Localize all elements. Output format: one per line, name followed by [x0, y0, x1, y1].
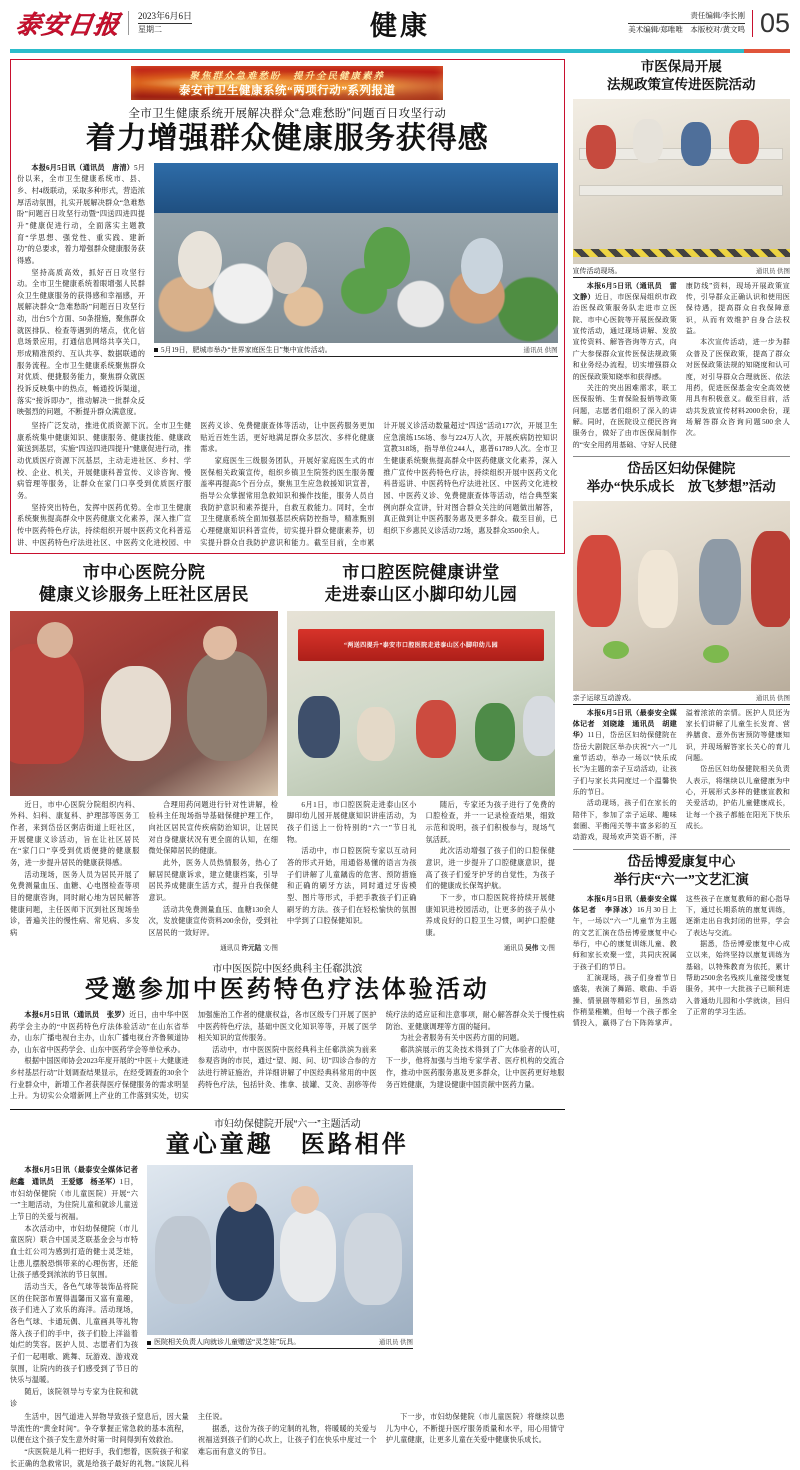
women-title-line2: 举办“快乐成长 放飞梦想”活动: [586, 478, 776, 494]
sub-story-center-hospital: [10, 563, 278, 951]
photo-banner-text: “两送四提升”泰安市口腔医院走进泰山区小脚印幼儿园: [343, 643, 498, 650]
tcm-paragraph: 活动中，市中医医院中医经典科主任郗洪滨为前来参观咨询的市民，通过“望、闻、问、切”四诊合参的方法进行辨证施治，并详细讲解了中医经典科常用的中医药特色疗法，包括针灸、推拿、拔罐、艾灸、刮痧等传统疗法的适应证和注意事项，耐心解答群众关于慢性病防治、亚健康调理等方面的疑问。: [197, 1010, 565, 1089]
section-title: 健康: [370, 10, 430, 41]
women-dateline: 本报6月5日讯（最泰安全媒体记者 刘晓雄 通讯员 胡建华）: [572, 708, 677, 740]
sub-paragraph: 近日，市中心医院分院组织内科、外科、妇科、康复科、护理部等医务工作者，来到岱岳区粥店街道上旺社区，开展健康义诊活动，旨在让社区居民在“家门口”享受到优质便捷的健康服务，进一步提升居民的健康获得感。: [10, 800, 140, 867]
sub-stories-row: [10, 563, 565, 951]
rehab-paragraph: 据悉，岱岳博爱康复中心成立以来，始终坚持以康复训练为基础，以特殊教育为依托，累计帮助2500余名残疾儿童接受康复服务，其中一大批孩子已顺利进入普通幼儿园和小学就读，回归了正常的学习生活。: [685, 939, 790, 1016]
story-rehab-center: [573, 854, 790, 1030]
women-paragraph: 岱岳区妇幼保健院相关负责人表示，将继续以儿童健康为中心，开展形式多样的健康宣教和关爱活动，护佑儿童健康成长，让每一个孩子都能在阳光下快乐成长。: [685, 765, 790, 831]
photo-figure: [357, 707, 395, 761]
story-women-children: [573, 461, 790, 844]
medins-dateline: 本报6月5日讯（通讯员 雷文静）: [572, 281, 677, 302]
lead-caption-text: [154, 345, 332, 355]
lead-dateline: 本报6月5日讯（通讯员 唐清）: [31, 163, 134, 172]
sub-story-title-line2: 健康义诊服务上旺社区居民: [39, 584, 249, 604]
photo-figure: [416, 700, 456, 758]
medins-photo-caption: [573, 264, 790, 278]
lead-story-box: [10, 59, 565, 554]
children-headline: 童心童趣 医路相伴: [165, 1132, 409, 1159]
medins-title-line1: 市医保局开展: [640, 59, 722, 74]
photo-event-banner: [298, 629, 545, 660]
rehab-title-line1: 岱岳博爱康复中心: [627, 853, 736, 869]
medins-photo: [573, 99, 790, 264]
photo-figure: [10, 644, 84, 764]
series-banner: [131, 66, 443, 100]
lead-body-columns: [17, 421, 558, 549]
left-column: [10, 59, 565, 1470]
women-para-text: 11日，岱岳区妇幼保健院在岱岳大剧院区举办庆祝“六一”儿童节活动，举办一场以“快乐成长”为主题的亲子互动活动，让孩子们与家长共同度过一个温馨快乐的节日。: [572, 731, 677, 797]
photo-figure: [101, 666, 171, 761]
sub-paragraph: 活动现场，医务人员为居民开展了免费测量血压、血糖、心电图检查等项目的健康咨询，同时耐心地为居民解答健康问题，主任医师下沉到社区现场坐诊，普遍关注的慢性病、常见病、多发病: [10, 870, 140, 937]
children-text-col1: [10, 1165, 146, 1410]
lead-caption-body: 5月19日，肥城市举办“世界家庭医生日”集中宣传活动。: [161, 345, 332, 354]
sub-story-body: [10, 800, 278, 940]
photo-figure: [751, 531, 790, 627]
photo-figure: [187, 651, 267, 761]
medins-caption-credit: 通讯员 供图: [755, 267, 790, 275]
photo-figure: [364, 227, 410, 289]
children-photo-art: [147, 1165, 413, 1335]
photo-face: [291, 1186, 319, 1214]
tcm-paragraph: 为社会者服务有关中医药方面的问题。: [400, 1034, 524, 1043]
header-rule: [10, 49, 790, 53]
women-paragraph: [573, 708, 677, 799]
photo-figure: [298, 696, 340, 758]
byline-name: 吴伟: [525, 944, 539, 952]
page-number: 05: [752, 10, 790, 37]
sub-story-body: [287, 800, 555, 940]
lead-photo-art: [154, 163, 558, 343]
photo-tent-shape: [154, 163, 558, 213]
sub-photo-art: [287, 611, 555, 796]
right-column: [573, 59, 790, 1470]
children-paragraph: 本次活动中，市妇幼保健院（市儿童医院）联合中国灵芝联基金会与市特血士红公司为感到打造的健士灵芝娃，让患儿摆脱恐惧带来的心理伤害，还能让孩子感受到浓浓的节日氛围。: [10, 1224, 138, 1280]
header-rule-blue: [10, 49, 744, 53]
sub-story-byline: [287, 942, 555, 952]
photo-figure: [638, 550, 678, 628]
byline-suffix: 文/图: [539, 944, 555, 952]
weekday-text: 星期二: [138, 25, 163, 35]
sub-story-photo: [10, 611, 278, 796]
photo-figure: [475, 703, 515, 761]
photo-table: [579, 185, 783, 197]
children-photo-caption: [147, 1335, 413, 1349]
photo-figure: [699, 539, 741, 625]
credit-responsible-editor: 责任编辑/李长刚: [628, 11, 745, 24]
lead-text-col1: [17, 163, 145, 419]
children-paragraph: 随后，该院领导与专家为住院和就诊: [10, 1387, 138, 1408]
right-divider: [573, 849, 790, 850]
children-paragraph: 活动当天，各色气球等装饰品将院区的住院部布置得温馨而又富有童趣，孩子们进入了欢乐的海洋。活动现场，各色气球、卡通玩偶、儿童画具等礼物落入孩子们的手中，孩子们脸上洋溢着灿烂的笑容。医护人员、志愿者们为孩子们一起唱歌、跳舞、玩游戏、游戏戏氛围，让院内的孩子们感受到了节日的快乐与温暖。: [10, 1282, 138, 1385]
tcm-dateline: 本报6月5日讯（通讯员 张罗）: [24, 1010, 130, 1019]
children-caption-text: [147, 1337, 300, 1347]
sub-story-byline: [10, 942, 278, 952]
tcm-paragraph: [10, 1010, 189, 1057]
women-paragraph: 活动现场，孩子们在家长的陪伴下，参加了亲子运球、趣味套圈、平衡闯关等丰富多彩的互动游戏，现场欢声笑语不断，洋溢着浓浓的亲情。医护人员还为家长们讲解了儿童生长发育、营养膳食、意外伤害预防等健康知识，并现场解答家长关心的育儿问题。: [572, 708, 790, 842]
byline-prefix: 通讯员: [220, 944, 240, 952]
lead-paragraph: 家庭医生三级服务团队，开展好家庭医生式的市医保相关政策宣传，组织乡镇卫生院签约医生服务覆盖率再提高5个百分点，聚焦卫生应急救援知识宣普，指导公众掌握常用急救知识和操作技能，服务人员自我防护意识和素养提升，自救互救能力。同时，全市卫生健康系统全面加强基层疾病防控指导，精准甄别心理健康知识科普宣传，切实提升群众健康素养，切实提升群众自我防护意识和能力。截至目前，全市累计开展义诊活动数量超过“四送”活动177次，开展卫生应急演练156场、参与224万人次，开展疾病防控知识宣教318场，指导单位244人，惠普61789人次。全市卫生健康系统聚焦提高群众中医药健康文化素养，深入推广宣传中医药特色疗法，持续组织开展中医药文化科普巡讲、中医药特色疗法进社区、中医药文化进校园、中医药义诊、免费健康查体等活动，结合典型案例向群众宣讲，针对图合群众关注的问题做出解答，真正做到让中医药服务惠及更多群众。截至目前，已组织下乡惠民义诊活动72场，惠及群众3500余人。: [200, 422, 558, 547]
sub-story-title-line1: 市中心医院分院: [82, 563, 206, 583]
lead-headline: 着力增强群众健康服务获得感: [85, 122, 489, 155]
medins-paragraph: 本次宣传活动，进一步为群众普及了医保政策，提高了群众对医保政策法规的知晓度和认可度，对引导群众合理就医、依法用药，促进医保基金安全高效使用具有积极意义。截至目前，活动共发放宣传材料2000余份，现场解答群众咨询问题500余人次。: [685, 338, 790, 438]
section-divider: [10, 1109, 565, 1110]
rehab-paragraph: 汇演现场，孩子们身着节日盛装，表演了舞蹈、歌曲、手语操、情景剧等精彩节目，虽然动作稍显稚嫩，但每一个孩子都全情投入，赢得了台下阵阵掌声。这些孩子在康复教师的耐心指导下，通过长期系统的康复训练，逐渐走出自我封闭的世界，学会了表达与交流。: [572, 894, 790, 1028]
sub-photo-art: [10, 611, 278, 796]
children-para-text: 1日，市妇幼保健院（市儿童医院）开展“六一”主题活动，为住院儿童和就诊儿童送上节日的关爱与祝福。: [10, 1178, 138, 1221]
medins-para-text: 近日，市医保局组织市政治医保政策服务队走进市立医院、市中心医院等开展医保政策宣传活动，通过现场讲解、发放宣传资料、解答咨询等方式，向广大参保群众宣传医保法规政策和业务经办流程，切实增强群众的医保政策知晓率和获得感。: [572, 293, 677, 381]
date-text: 2023年6月6日: [138, 11, 192, 24]
children-paragraph: “庆医院是儿科一把好手，我们想着，医院孩子和家长正确的急救常识，就是给孩子最好的礼物。”该院儿科主任说。: [10, 1413, 227, 1468]
lead-paragraph: 坚持广泛发动，推进优质资源下沉。全市卫生健康系统集中健康知识、健康服务、健康技能、健康政策送到基层，实施“四送四进四提升”健康促进行动，推动优质医疗资源下沉基层，主动走进社区、乡村、学校、企业、机关，开展健康科普宣传、义诊咨询、慢病管理等服务，让群众在家门口享受到优质医疗服务。: [17, 422, 192, 500]
story-medical-insurance: [573, 59, 790, 451]
lead-kicker: 全市卫生健康系统开展解决群众“急难愁盼”问题百日攻坚行动: [128, 108, 447, 120]
photo-figure: [155, 1216, 211, 1304]
photo-figure: [267, 242, 307, 294]
children-photo: [147, 1165, 413, 1335]
lead-paragraph: 坚持高质高效，抓好百日攻坚行动。全市卫生健康系统着眼增强人民群众卫生健康服务的获得感和幸福感，开展解决群众“急难愁盼”问题百日攻坚行动，出台5个方面、50条措施，聚焦群众就医排队、检查等遇到的堵点，优化信息场景应用，打通信息网络共享关口，形成精准预约、互认共享、数据联通的服务流程。全市卫生健康系统聚焦群众对优质、便捷服务能力，聚焦群众就医投诉反映集中的热点，畅通投诉渠道，落实“接诉即办”，推动解决一批群众反映强烈的问题，不断提升群众满意度。: [17, 268, 145, 417]
series-banner-line1: 聚焦群众急难愁盼 提升全民健康素养: [189, 72, 386, 82]
story-tcm: [10, 960, 565, 1104]
tcm-paragraph: 郗洪滨展示的艾灸技术得到了广大体验者的认可，下一步，他将加强与当地专家学者、医疗机构的交流合作，推动中医药服务惠及更多群众，让中医药更好地服务百姓健康，为建设健康中国贡献中医药力量。: [385, 1045, 565, 1089]
lead-paragraph: [17, 163, 145, 268]
children-kicker: 市妇幼保健院开展“六一”主题活动: [213, 1119, 361, 1131]
lead-photo-col: [154, 163, 558, 419]
sub-paragraph: 合理用药问题进行针对性讲解，检验科主任现场指导基础保健护理工作，向社区居民宣传疾病防治知识，让居民对自身健康状况有更全面的认知，在细微处保障居民的健康。: [148, 800, 278, 856]
rehab-paragraph: [573, 894, 677, 973]
women-body: [573, 708, 790, 844]
medins-paragraph: [573, 281, 677, 383]
children-paragraph: 下一步，市妇幼保健院（市儿童医院）将继续以患儿为中心，不断提升医疗服务质量和水平，用心用情守护儿童健康，让更多儿童在关爱中健康快乐成长。: [385, 1413, 565, 1445]
sub-paragraph: 活动中，市口腔医院专家以互动问答的形式开始，用通俗易懂的语言为孩子们讲解了儿童龋齿的危害、预防措施和正确的刷牙方法，同时通过牙齿模型、图片等形式，手把手教孩子们正确刷牙的方法。孩子们在轻松愉快的氛围中学到了口腔保健知识。: [287, 847, 417, 926]
sub-paragraph: 6月1日，市口腔医院走进泰山区小脚印幼儿园开展健康知识讲座活动，为孩子们送上一份特别的“六一”节日礼物。: [287, 800, 417, 844]
masthead: [10, 0, 790, 46]
sub-paragraph: 此外，医务人员热情服务，热心了解居民健康诉求，建立健康档案，引导居民养成健康生活方式，提升自我保健意识。: [148, 859, 278, 902]
photo-figure: [681, 122, 711, 166]
sub-story-photo: [287, 611, 555, 796]
tcm-body: [10, 1010, 565, 1103]
rehab-para-text: 16月30日上午，一场以“六一”儿童节为主题的文艺汇演在岱岳博爱康复中心举行，中心的康复训练儿童、教师和家长欢聚一堂，共同庆祝属于孩子们的节日。: [572, 905, 677, 971]
byline-prefix: 通讯员: [503, 944, 524, 952]
story-children: [10, 1115, 565, 1470]
women-title-line1: 岱岳区妇幼保健院: [627, 460, 736, 476]
women-photo-art: [573, 501, 790, 691]
photo-face: [227, 1182, 257, 1212]
medins-title-line2: 法规政策宣传进医院活动: [607, 76, 756, 92]
tcm-paragraph: 根据中国医师协会2023年度开展的“中医＋大健康进乡村基层行动”计划调查结果显示，在经受调查的30余个行业群众中，新增工作者获得医疗保健服务的需求明显上升。为切实公众增新网上产业的工作落到实处，切实加强施治工作者的健康权益，各市区级专门开展了医护中医药特色疗法，基础中医文化知识等等，开展了医学相关知识的宣传服务。: [10, 1010, 377, 1101]
women-photo: [573, 501, 790, 691]
sub-story-dental-hospital: [287, 563, 555, 951]
caption-marker-icon: [147, 1341, 151, 1345]
photo-face: [203, 626, 237, 660]
series-banner-line2: 泰安市卫生健康系统“两项行动”系列报道: [179, 85, 396, 97]
content-grid: [10, 59, 790, 1470]
photo-figure: [216, 1203, 274, 1301]
photo-figure: [729, 120, 759, 164]
lead-photo-caption: [154, 343, 558, 357]
women-caption-credit: 通讯员 供图: [755, 694, 790, 702]
tcm-para-text: 近日，由中华中医药学会主办的“中医药特色疗法体验活动”在山东省举办，山东广播电视台主办，山东广播电视台齐鲁频道协办，山东省中医药学会、山东中医药学会等单位承办。: [10, 1010, 189, 1054]
photo-floor-tape: [573, 249, 790, 257]
photo-figure: [633, 119, 663, 163]
medins-paragraph: 关注的突出困难需求，联工医保报销、生育保险报销等政策问题，志愿者们组织了深入的讲解。同时，在医院设立便民咨询服务台，做好了由市医保局制作的“安全用药用基础、守好人民健康防线”资料，现场开展政策宣传，引导群众正确认识和使用医保待遇，提高群众自我保障意识，从而有效维护自身合法权益。: [572, 281, 790, 449]
rehab-title-line2: 举行庆“六一”文艺汇演: [613, 871, 749, 887]
right-divider: [573, 456, 790, 457]
women-photo-caption: [573, 691, 790, 705]
children-paragraph: 生活中，因气道进入异物导致孩子窒息后，因大量导流性的“黄金时间”。争夺掌握正常急救的基本流程，以便在这个孩子发生意外时第一时间得到有效救治。: [10, 1413, 189, 1445]
lead-para-text: 5月份以来，全市卫生健康系统市、县、乡、村4级联动，采取多种形式，营造浓厚活动氛围，扎实开展解决群众“急难愁盼”问题百日攻坚行动暨“四送四进四提升”健康促进行动，全面落实主题教育“学思想、强党性、重实践、建新功”的总要求，着力增强群众健康服务获得感。: [17, 163, 145, 265]
photo-figure: [178, 231, 222, 289]
header-rule-red: [744, 49, 790, 53]
sub-paragraph: 活动共免费测量血压、血糖130余人次，发放健康宣传资料200余份，受到社区居民的一致好评。: [148, 905, 278, 937]
photo-face: [37, 622, 73, 658]
children-dateline: 本报6月5日讯（最泰安全媒体记者 赵鑫 通讯员 王爱娜 杨圣军）: [10, 1166, 146, 1187]
caption-marker-icon: [154, 348, 158, 352]
photo-figure: [523, 696, 555, 756]
sub-story-title-line1: 市口腔医院健康讲堂: [342, 563, 500, 583]
photo-figure: [461, 238, 503, 294]
photo-prop: [603, 641, 629, 659]
medins-caption-text: 宣传活动现场。: [572, 266, 622, 275]
rehab-dateline: 本报6月5日讯（最泰安全媒体记者 李泽冰）: [572, 894, 677, 914]
byline-name: 许元陆: [241, 944, 262, 952]
lead-photo: [154, 163, 558, 343]
women-caption-text: 亲子运球互动游戏。: [572, 693, 636, 702]
tcm-kicker: 市中医医院中医经典科主任郗洪滨: [212, 963, 363, 975]
lead-paragraph: 坚持突出特色，发挥中医药优势。全市卫生健康系统聚焦提高群众中医药健康文化素养，深入推广宣传中医药特色疗法，持续组织开展中医药文化科普巡讲、中医药特色疗法进社区、中医药文化进校园、中医药义诊、免费健康查体等活动，让中医药服务更加贴近百姓生活，更好地满足群众多层次、多样化健康需求。: [17, 422, 375, 547]
medins-photo-art: [573, 99, 790, 264]
credit-art-proof-editor: 美术编辑/郑唯唯 本版校对/黄文鸣: [628, 24, 745, 34]
sub-paragraph: 随后，专家还为孩子进行了免费的口腔检查，并一一记录检查结果，细致示范和说明，孩子们积极参与，现场气氛活跃。: [425, 800, 555, 844]
photo-figure: [344, 1213, 402, 1305]
children-body-columns: [10, 1412, 565, 1470]
tcm-headline: 受邀参加中医药特色疗法体验活动: [84, 976, 490, 1003]
children-caption-body: 医院相关负责人向就诊儿童赠送“灵芝娃”玩具。: [154, 1338, 301, 1347]
medins-body: [573, 281, 790, 451]
photo-figure: [280, 1210, 336, 1302]
newspaper-logo-text: 泰安日报: [13, 12, 122, 39]
children-caption-credit: 通讯员 供图: [378, 1339, 413, 1347]
lead-caption-credit: 通讯员 供图: [523, 346, 558, 354]
sub-paragraph: 下一步，市口腔医院将持续开展健康知识进校园活动，让更多的孩子从小养成良好的口腔卫生习惯，呵护口腔健康。: [425, 893, 555, 937]
children-photo-col: [147, 1165, 413, 1410]
byline-suffix: 文/图: [262, 944, 278, 952]
photo-prop: [703, 645, 729, 663]
sub-paragraph: 此次活动增强了孩子们的口腔保健意识，进一步提升了口腔健康意识，提高了孩子们爱牙护牙的自觉性，为孩子们的健康成长保驾护航。: [425, 847, 555, 891]
photo-figure: [577, 535, 621, 627]
children-paragraph: [10, 1165, 146, 1223]
sub-story-title-line2: 走进泰山区小脚印幼儿园: [324, 584, 518, 604]
children-paragraph: 据悉，这份为孩子的定制的礼物，将暖暖的关爱与祝福送到孩子们的心坎上，让孩子们在快乐中度过一个难忘而有意义的节日。: [197, 1424, 377, 1457]
rehab-body: [573, 894, 790, 1030]
photo-figure: [586, 125, 616, 169]
